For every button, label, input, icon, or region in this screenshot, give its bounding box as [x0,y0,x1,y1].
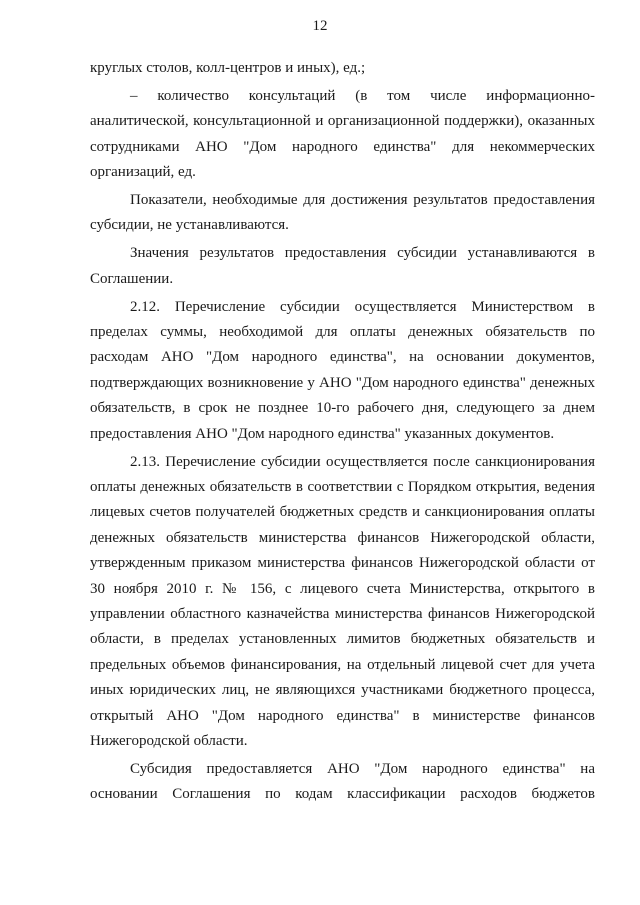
paragraph-continuation: круглых столов, колл-центров и иных), ед.; [90,60,366,76]
paragraph-2-13: 2.13. Перечисление субсидии осуществляется после санкционирования оплаты денежных обязательств в соответствии с Порядком открытия, ведения лицевых счетов получателей бюджетных средств и санкционирования оплаты денежных обязательств министерства финансов Нижегородской области, утвержденным приказом министерства финансов Нижегородской области от 30 ноября 2010 г. № 156, с лицевого счета Министерства, открытого в управлении областного казначейства министерства финансов Нижегородской области, в пределах установленных лимитов бюджетных обязательств и предельных объемов финансирования, на отдельный лицевой счет для учета иных юридических лиц, не являющихся участниками бюджетного процесса, открытый АНО "Дом народного единства" в министерстве финансов Нижегородской области. [90,453,595,750]
paragraph-consultations: – количество консультаций (в том числе информационно-аналитической, консультационной и организационной поддержки), оказанных сотрудниками АНО "Дом народного единства" для некоммерческих организаций, ед. [90,87,595,181]
paragraph-2-12: 2.12. Перечисление субсидии осуществляется Министерством в пределах суммы, необходимой для оплаты денежных обязательств по расходам АНО "Дом народного единства", на основании документов, подтверждающих возникновение у АНО "Дом народного единства" денежных обязательств, в срок не позднее 10-го рабочего дня, следующего за днем предоставления АНО "Дом народного единства" указанных документов. [90,298,595,442]
paragraph-result-values: Значения результатов предоставления субсидии устанавливаются в Соглашении. [90,245,595,287]
document-body [90,56,595,808]
paragraph-indicators: Показатели, необходимые для достижения результатов предоставления субсидии, не устанавливаются. [90,192,595,234]
paragraph-subsidy-basis: Субсидия предоставляется АНО "Дом народного единства" на основании Соглашения по кодам классификации расходов бюджетов [90,760,595,803]
page-number: 12 [312,18,328,34]
